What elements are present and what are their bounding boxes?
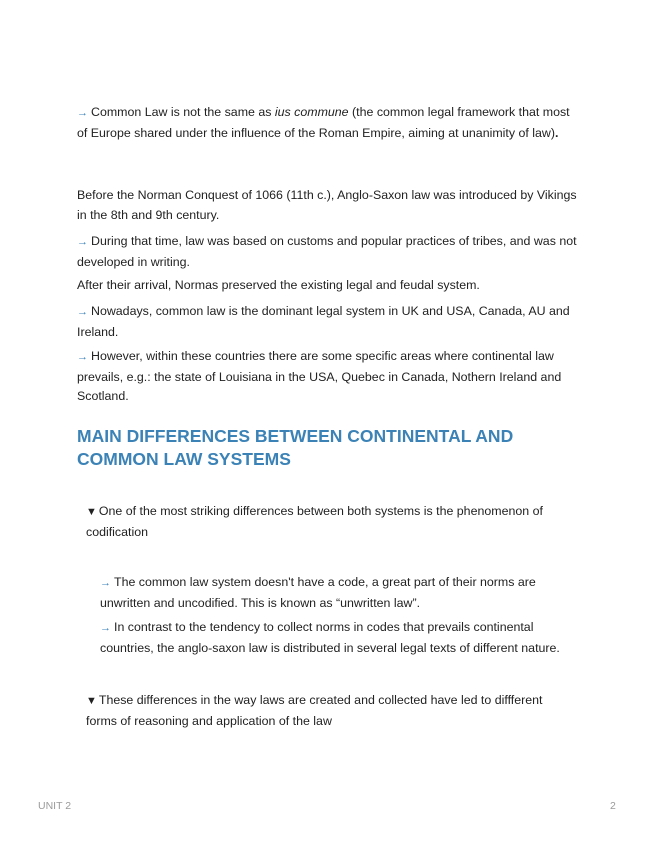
- text-run: However, within these countries there are some specific areas where continental law prevails, e.g.: the state of Louisiana in the USA, Quebec in Canada, Nothern Ireland and Scotland.: [77, 349, 562, 403]
- text-run: Nowadays, common law is the dominant legal system in UK and USA, Canada, AU and Ireland.: [77, 304, 570, 339]
- toggle-reasoning[interactable]: [86, 691, 576, 731]
- text-run: In contrast to the tendency to collect norms in codes that prevails continental countries, the anglo-saxon law is distributed in several legal texts of different nature.: [100, 620, 560, 655]
- section-heading: MAIN DIFFERENCES BETWEEN CONTINENTAL AND COMMON LAW SYSTEMS: [77, 426, 514, 469]
- footer-page-number: 2: [610, 800, 616, 812]
- text-run: (the common legal framework that most of Europe shared under the influence of the Roman Empire, aiming at unanimity of law): [77, 105, 570, 140]
- toggle-triangle-icon[interactable]: ▼: [86, 506, 97, 518]
- bold-period: .: [555, 125, 559, 140]
- text-run: Common Law is not the same as: [91, 105, 275, 119]
- arrow-icon: →: [77, 236, 88, 248]
- italic-term: ius commune: [274, 105, 349, 119]
- paragraph-common-law-vs-ius-commune: [77, 103, 582, 143]
- paragraph-normans: After their arrival, Normas preserved the existing legal and feudal system.: [77, 278, 480, 292]
- arrow-icon: →: [77, 351, 88, 363]
- paragraph-customs: [77, 232, 582, 272]
- paragraph-norman-conquest: Before the Norman Conquest of 1066 (11th c.), Anglo-Saxon law was introduced by Vikings in the 8th and 9th century.: [77, 188, 577, 222]
- paragraph-unwritten-law: [100, 573, 580, 613]
- footer-unit: UNIT 2: [38, 800, 72, 812]
- toggle-codification[interactable]: [86, 502, 576, 542]
- toggle-text: One of the most striking differences between both systems is the phenomenon of codification: [86, 504, 543, 539]
- paragraph-exceptions: [77, 347, 582, 407]
- toggle-triangle-icon[interactable]: ▼: [86, 695, 97, 707]
- arrow-icon: →: [100, 577, 111, 589]
- text-run: During that time, law was based on customs and popular practices of tribes, and was not developed in writing.: [77, 234, 577, 269]
- toggle-text: These differences in the way laws are created and collected have led to diffferent forms of reasoning and application of the law: [86, 693, 543, 728]
- arrow-icon: →: [77, 306, 88, 318]
- arrow-icon: →: [77, 107, 88, 119]
- text-run: The common law system doesn't have a code, a great part of their norms are unwritten and uncodified. This is known as “unwritten law”.: [100, 575, 536, 610]
- paragraph-dominant-system: [77, 302, 582, 342]
- paragraph-anglo-saxon-texts: [100, 618, 585, 658]
- arrow-icon: →: [100, 622, 111, 634]
